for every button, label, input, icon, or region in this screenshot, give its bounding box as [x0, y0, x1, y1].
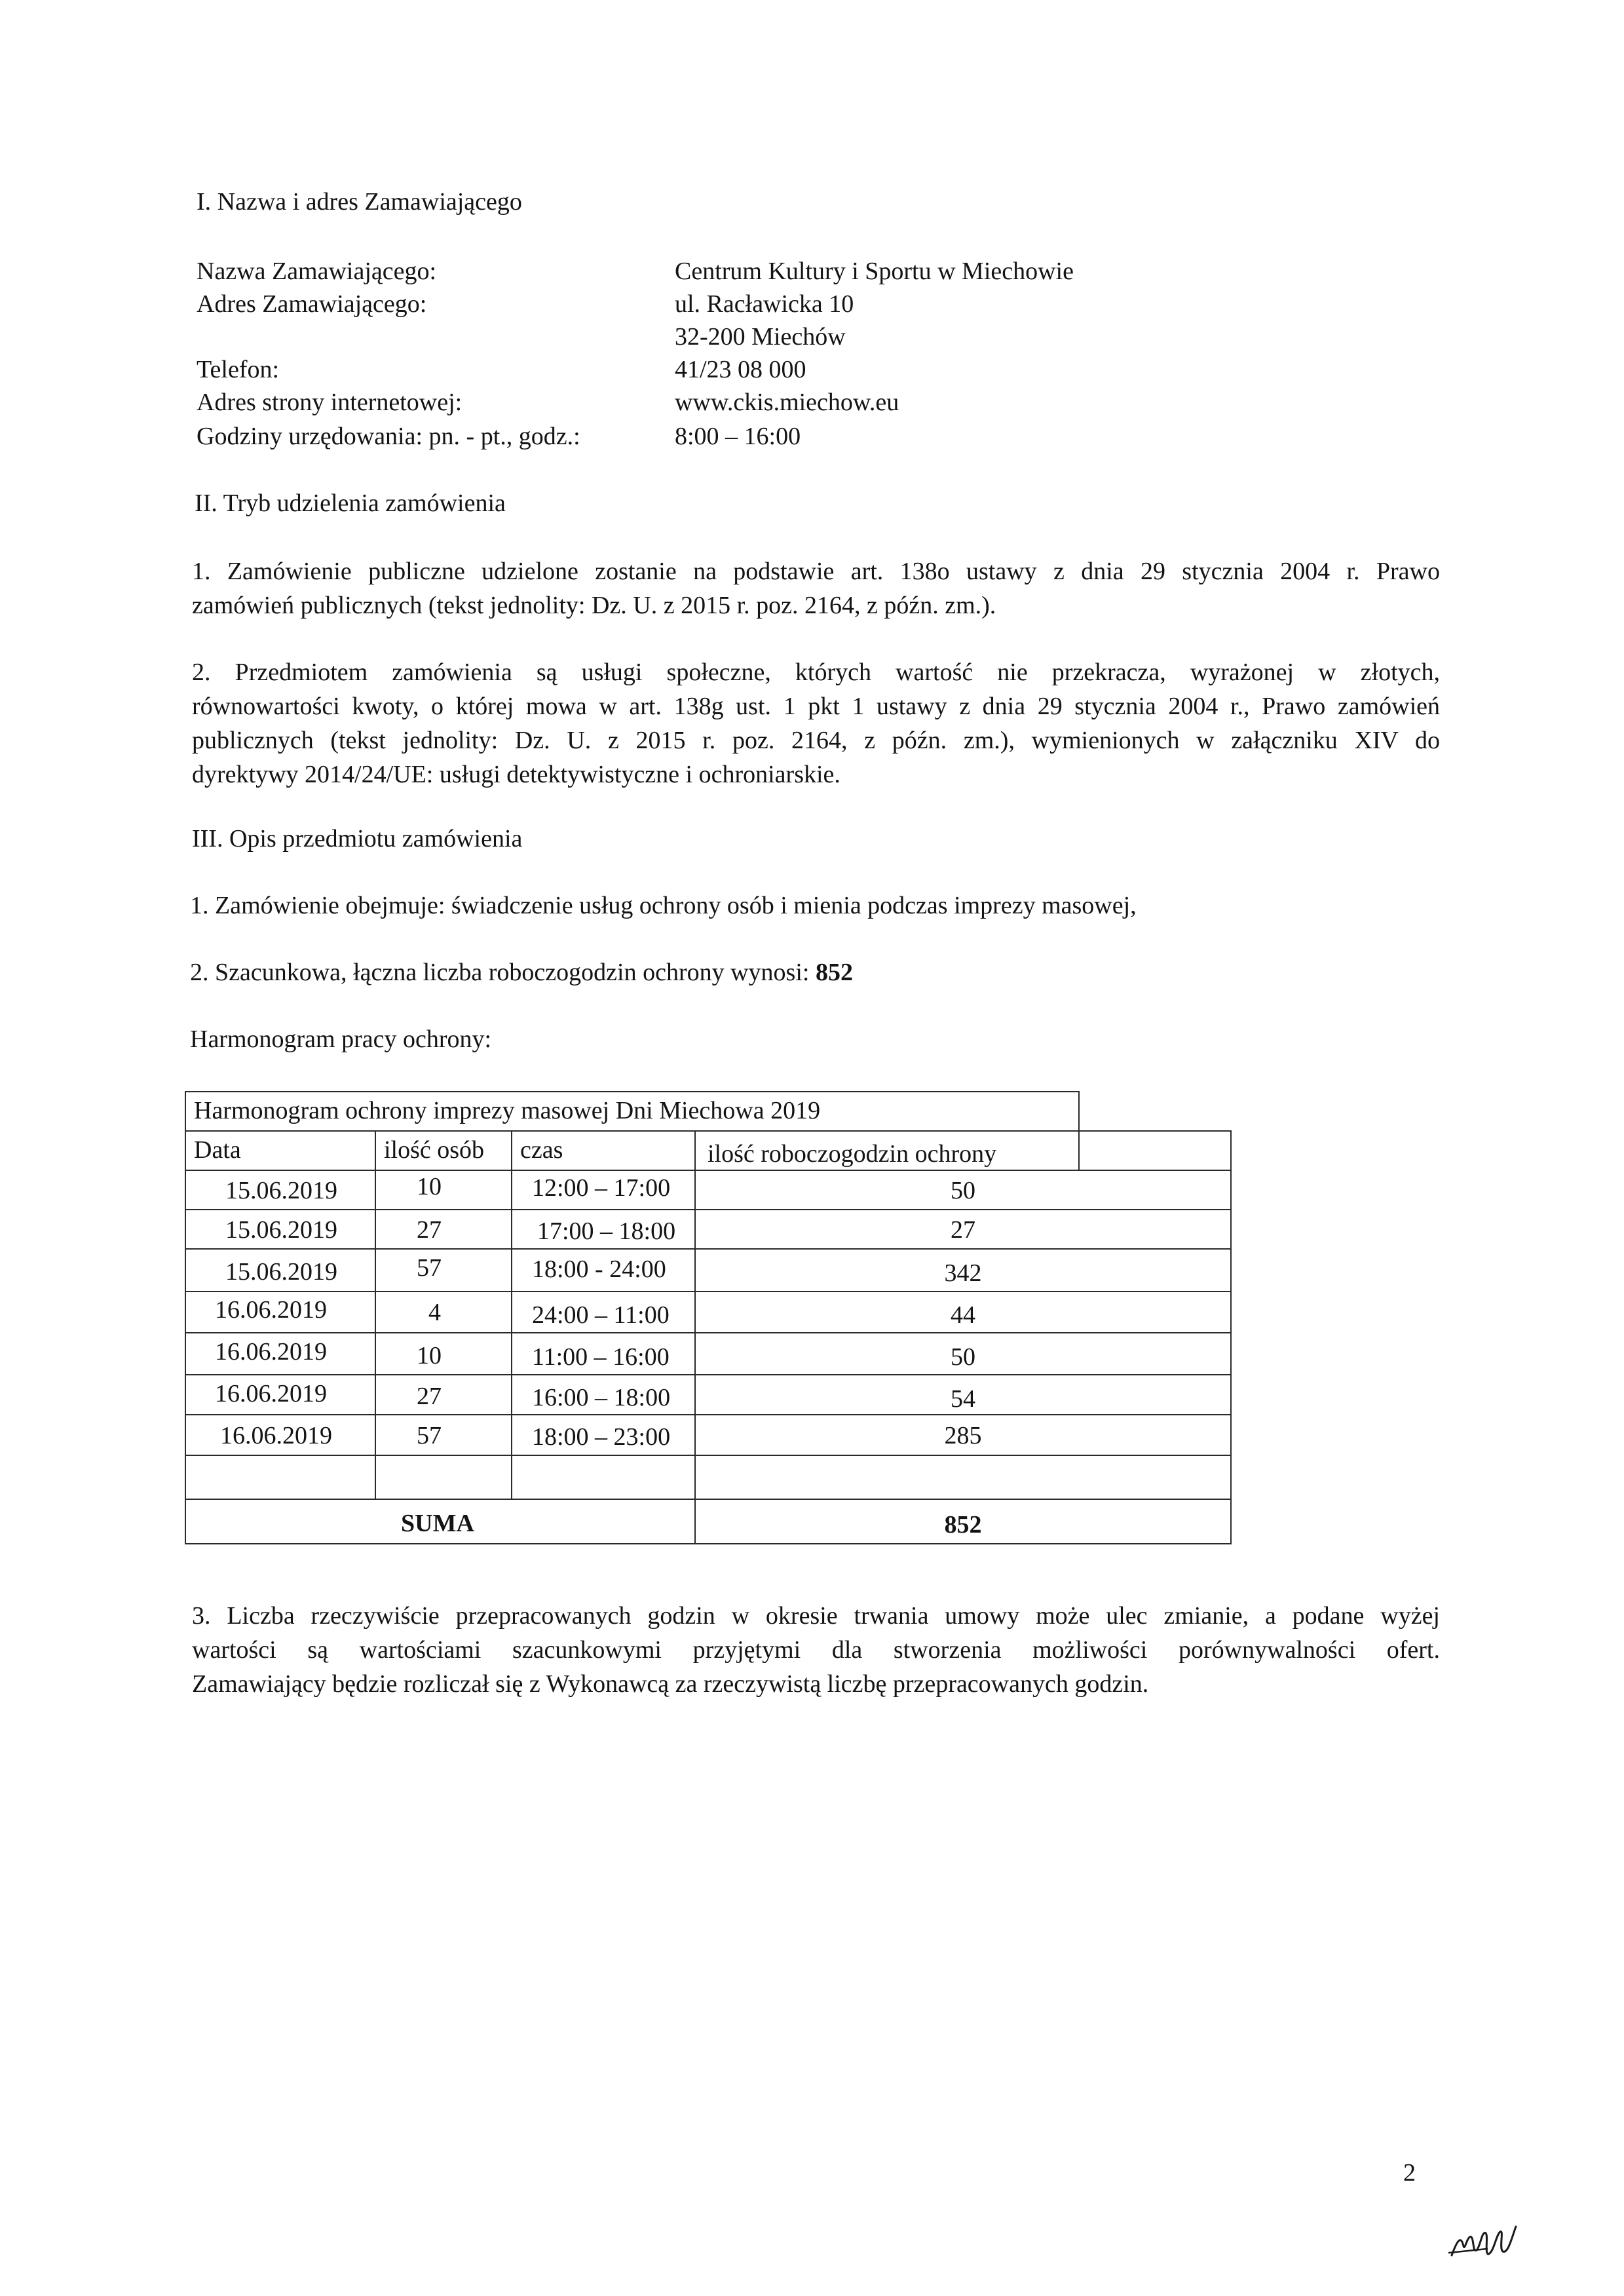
schedule-intro: Harmonogram pracy ochrony: [190, 1025, 492, 1053]
section-3-heading: III. Opis przedmiotu zamówienia [192, 825, 523, 852]
info-label: Adres Zamawiającego: [197, 290, 427, 318]
cell-date: 16.06.2019 [215, 1380, 327, 1407]
info-value: 8:00 – 16:00 [675, 423, 801, 450]
cell-time: 18:00 - 24:00 [532, 1255, 666, 1283]
section-3-item-3 [192, 1599, 1440, 1701]
cell-date: 16.06.2019 [220, 1422, 332, 1449]
cell-time: 11:00 – 16:00 [532, 1343, 670, 1371]
sum-value: 852 [944, 1511, 982, 1539]
info-label: Godziny urzędowania: pn. - pt., godz.: [197, 423, 580, 450]
handwritten-initials [1448, 2215, 1526, 2267]
cell-hours: 50 [951, 1343, 975, 1371]
cell-persons: 27 [417, 1383, 442, 1410]
info-value: 32-200 Miechów [675, 323, 846, 351]
info-value: 41/23 08 000 [675, 356, 806, 383]
paragraph-line: 2. Przedmiotem zamówienia są usługi społeczne, których wartość nie przekracza, wyrażonej w złotych, [192, 659, 1440, 686]
paragraph-line: 3. Liczba rzeczywiście przepracowanych godzin w okresie trwania umowy może ulec zmianie, a podane wyżej [192, 1602, 1440, 1630]
cell-time: 17:00 – 18:00 [537, 1217, 676, 1245]
cell-hours: 50 [951, 1177, 975, 1204]
paragraph-line: dyrektywy 2014/24/UE: usługi detektywistyczne i ochroniarskie. [192, 761, 840, 788]
paragraph-line: wartości są wartościami szacunkowymi przyjętymi dla stworzenia możliwości porównywalności ofert. [192, 1636, 1440, 1664]
section-1-heading: I. Nazwa i adres Zamawiającego [197, 188, 522, 216]
cell-persons: 57 [417, 1254, 442, 1282]
schedule-table [185, 1091, 1233, 1573]
column-header: Data [194, 1136, 241, 1164]
cell-time: 12:00 – 17:00 [532, 1174, 671, 1202]
cell-persons: 10 [417, 1342, 442, 1369]
section-2-paragraph-2 [192, 655, 1440, 792]
cell-hours: 285 [944, 1422, 982, 1449]
cell-date: 15.06.2019 [225, 1258, 337, 1286]
paragraph-line: zamówień publicznych (tekst jednolity: Dz. U. z 2015 r. poz. 2164, z późn. zm.). [192, 592, 996, 619]
paragraph-line: Zamawiający będzie rozliczał się z Wykonawcą za rzeczywistą liczbę przepracowanych godzin. [192, 1670, 1149, 1698]
cell-date: 15.06.2019 [225, 1177, 337, 1204]
page-number: 2 [1403, 2159, 1416, 2187]
section-3-item-1: 1. Zamówienie obejmuje: świadczenie usług ochrony osób i mienia podczas imprezy masowej, [190, 892, 1137, 919]
info-label: Nazwa Zamawiającego: [197, 258, 437, 285]
cell-time: 24:00 – 11:00 [532, 1301, 670, 1329]
column-header: ilość roboczogodzin ochrony [708, 1140, 997, 1168]
info-label: Adres strony internetowej: [197, 389, 463, 416]
section-2-heading: II. Tryb udzielenia zamówienia [195, 489, 506, 517]
info-value: www.ckis.miechow.eu [675, 389, 899, 416]
cell-hours: 27 [951, 1216, 975, 1244]
info-label: Telefon: [197, 356, 280, 383]
cell-persons: 10 [417, 1173, 442, 1200]
cell-persons: 4 [428, 1299, 441, 1326]
cell-hours: 44 [951, 1301, 975, 1329]
paragraph-line: równowartości kwoty, o której mowa w art. 138g ust. 1 pkt 1 ustawy z dnia 29 stycznia 2004 r., Prawo zamówień [192, 693, 1440, 720]
info-value: ul. Racławicka 10 [675, 290, 854, 318]
cell-persons: 57 [417, 1422, 442, 1449]
cell-persons: 27 [417, 1216, 442, 1244]
column-header: czas [520, 1136, 563, 1164]
cell-hours: 54 [951, 1385, 975, 1413]
column-header: ilość osób [384, 1136, 485, 1164]
cell-hours: 342 [944, 1259, 982, 1287]
cell-date: 16.06.2019 [215, 1338, 327, 1366]
table-title: Harmonogram ochrony imprezy masowej Dni Miechowa 2019 [194, 1097, 821, 1124]
section-2-paragraph-1 [192, 554, 1440, 622]
sum-label: SUMA [401, 1510, 474, 1537]
cell-date: 16.06.2019 [215, 1296, 327, 1324]
section-3-item-2 [190, 955, 853, 989]
paragraph-line: 1. Zamówienie publiczne udzielone zostanie na podstawie art. 138o ustawy z dnia 29 stycznia 2004 r. Prawo [192, 558, 1440, 585]
estimate-text: 2. Szacunkowa, łączna liczba roboczogodzin ochrony wynosi: [190, 959, 816, 986]
info-value: Centrum Kultury i Sportu w Miechowie [675, 258, 1074, 285]
cell-time: 16:00 – 18:00 [532, 1384, 671, 1411]
cell-date: 15.06.2019 [225, 1216, 337, 1244]
estimate-value: 852 [815, 959, 853, 986]
paragraph-line: publicznych (tekst jednolity: Dz. U. z 2015 r. poz. 2164, z późn. zm.), wymienionych w załączniku XIV do [192, 727, 1440, 754]
cell-time: 18:00 – 23:00 [532, 1423, 671, 1451]
